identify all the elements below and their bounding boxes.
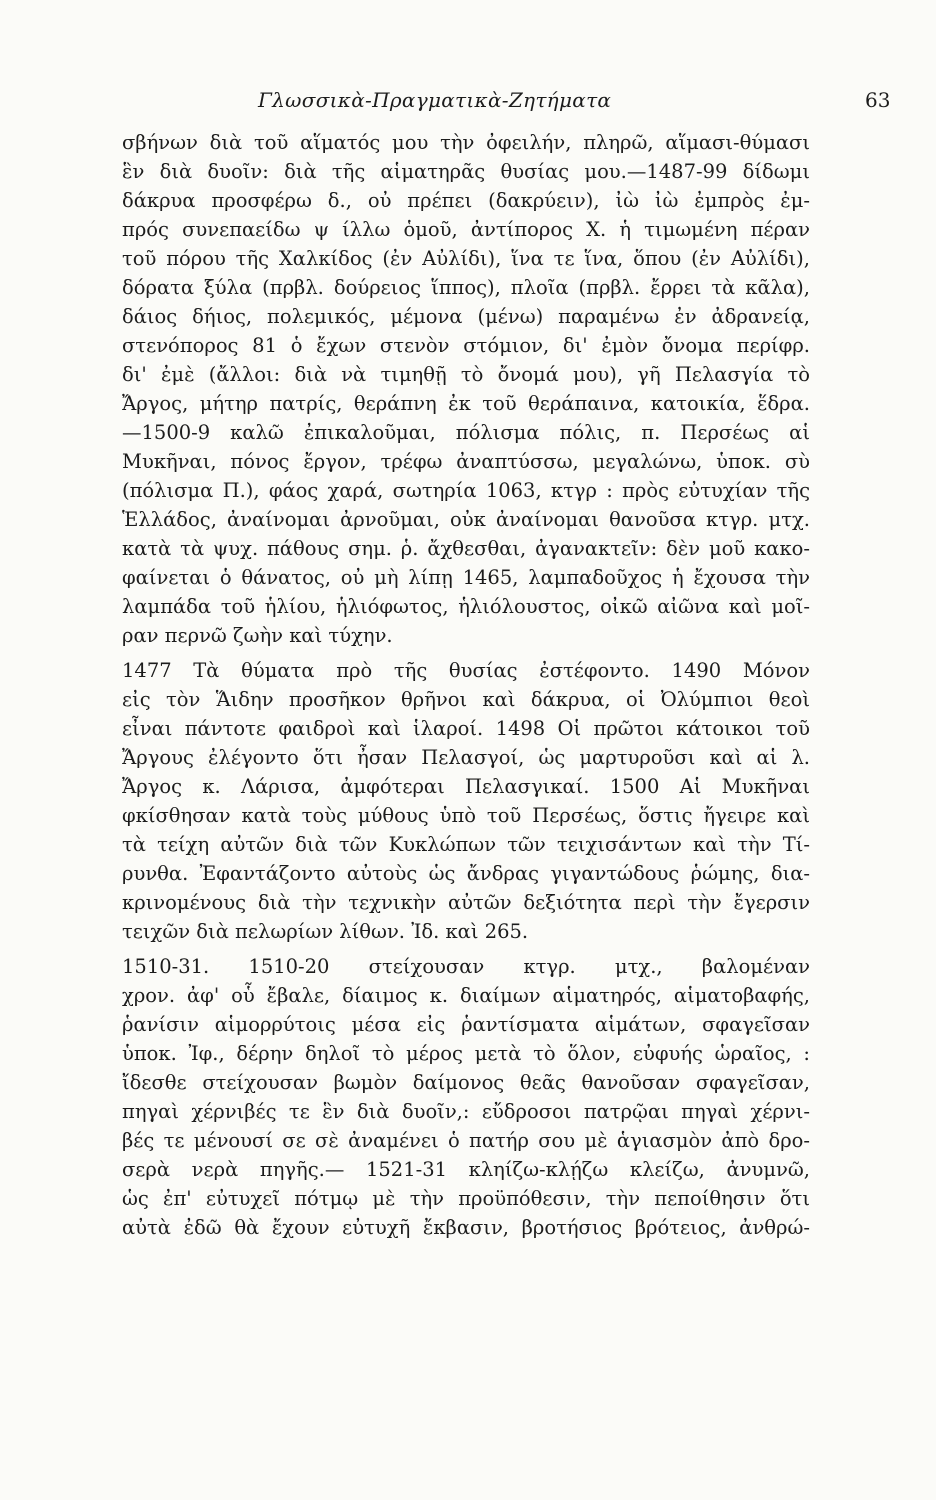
paragraph-commentary-1510 (122, 952, 810, 1242)
text-line: σβήνων διὰ τοῦ αἵματός μου τὴν ὀφειλήν, πληρῶ, αἵμασι-θύμασι (122, 131, 810, 154)
text-line: σερὰ νερὰ πηγῆς.— 1521-31 κληίζω-κλῄζω κλείζω, ἀνυμνῶ, (122, 1158, 810, 1181)
text-line: 1477 Τὰ θύματα πρὸ τῆς θυσίας ἐστέφοντο. 1490 Μόνον (122, 659, 810, 682)
text-line: βές τε μένουσί σε σὲ ἀναμένει ὁ πατήρ σου μὲ ἁγιασμὸν ἀπὸ δρο- (122, 1129, 810, 1152)
text-line: Ἑλλάδος, ἀναίνομαι ἀρνοῦμαι, οὐκ ἀναίνομαι θανοῦσα κτγρ. μτχ. (122, 508, 810, 531)
text-line: ῥανίσιν αἱμορρύτοις μέσα εἰς ῥαντίσματα αἱμάτων, σφαγεῖσαν (122, 1013, 810, 1036)
text-line: (πόλισμα Π.), φάος χαρά, σωτηρία 1063, κτγρ : πρὸς εὐτυχίαν τῆς (122, 479, 810, 502)
text-line: ἴδεσθε στείχουσαν βωμὸν δαίμονος θεᾶς θανοῦσαν σφαγεῖσαν, (122, 1071, 810, 1094)
text-line: πηγαὶ χέρνιβές τε ἓν διὰ δυοῖν,: εὔδροσοι πατρῷαι πηγαὶ χέρνι- (122, 1100, 810, 1123)
paragraph-notes-1477 (122, 656, 810, 946)
paragraph-commentary-1487 (122, 128, 810, 650)
text-line: εἶναι πάντοτε φαιδροὶ καὶ ἱλαροί. 1498 Οἱ πρῶτοι κάτοικοι τοῦ (122, 717, 810, 740)
text-line: τοῦ πόρου τῆς Χαλκίδος (ἐν Αὐλίδι), ἵνα τε ἵνα, ὅπου (ἐν Αὐλίδι), (122, 247, 810, 270)
text-line: τειχῶν διὰ πελωρίων λίθων. Ἰδ. καὶ 265. (122, 920, 529, 943)
text-line: Ἄργος, μήτηρ πατρίς, θεράπνη ἐκ τοῦ θεράπαινα, κατοικία, ἕδρα. (122, 392, 810, 415)
text-line: 1510-31. 1510-20 στείχουσαν κτγρ. μτχ., βαλομέναν (122, 955, 810, 978)
text-line: Ἄργος κ. Λάρισα, ἀμφότεραι Πελασγικαί. 1500 Αἱ Μυκῆναι (122, 775, 810, 798)
text-line: χρον. ἀφ' οὗ ἔβαλε, δίαιμος κ. διαίμων αἱματηρός, αἱματοβαφής, (122, 984, 810, 1007)
text-line: ἓν διὰ δυοῖν: διὰ τῆς αἱματηρᾶς θυσίας μου.—1487-99 δίδωμι (122, 160, 810, 183)
text-line: εἰς τὸν Ἅιδην προσῆκον θρῆνοι καὶ δάκρυα, οἱ Ὀλύμπιοι θεοὶ (122, 688, 810, 711)
text-line: κατὰ τὰ ψυχ. πάθους σημ. ῥ. ἄχθεσθαι, ἀγανακτεῖν: δὲν μοῦ κακο- (122, 537, 810, 560)
text-line: ρυνθα. Ἐφαντάζοντο αὐτοὺς ὡς ἄνδρας γιγαντώδους ῥώμης, δια- (122, 862, 810, 885)
text-line: αὐτὰ ἐδῶ θὰ ἔχουν εὐτυχῆ ἔκβασιν, βροτήσιος βρότειος, ἀνθρώ- (122, 1216, 810, 1239)
running-title: Γλωσσικὰ-Πραγματικὰ-Ζητήματα (258, 88, 612, 112)
text-line: λαμπάδα τοῦ ἡλίου, ἡλιόφωτος, ἡλιόλουστος, οἰκῶ αἰῶνα καὶ μοῖ- (122, 595, 810, 618)
text-line: κρινομένους διὰ τὴν τεχνικὴν αὐτῶν δεξιότητα περὶ τὴν ἔγερσιν (122, 891, 810, 914)
text-line: Μυκῆναι, πόνος ἔργον, τρέφω ἀναπτύσσω, μεγαλώνω, ὑποκ. σὺ (122, 450, 810, 473)
page-header (0, 88, 936, 118)
text-line: δάιος δήιος, πολεμικός, μέμονα (μένω) παραμένω ἐν ἀδρανείᾳ, (122, 305, 810, 328)
text-line: ὡς ἐπ' εὐτυχεῖ πότμῳ μὲ τὴν προϋπόθεσιν, τὴν πεποίθησιν ὅτι (122, 1187, 810, 1210)
text-line: δάκρυα προσφέρω δ., οὐ πρέπει (δακρύειν), ἰὼ ἰὼ ἐμπρὸς ἐμ- (122, 189, 810, 212)
text-line: δι' ἐμὲ (ἄλλοι: διὰ νὰ τιμηθῇ τὸ ὄνομά μου), γῆ Πελασγία τὸ (122, 363, 810, 386)
text-line: φκίσθησαν κατὰ τοὺς μύθους ὑπὸ τοῦ Περσέως, ὅστις ἤγειρε καὶ (122, 804, 810, 827)
text-line: ὑποκ. Ἰφ., δέρην δηλοῖ τὸ μέρος μετὰ τὸ ὅλον, εὐφυής ὡραῖος, : (122, 1042, 810, 1065)
body-text (122, 128, 810, 1242)
text-line: —1500-9 καλῶ ἐπικαλοῦμαι, πόλισμα πόλις, π. Περσέως αἱ (122, 421, 810, 444)
text-line: Ἄργους ἐλέγοντο ὅτι ἦσαν Πελασγοί, ὡς μαρτυροῦσι καὶ αἱ λ. (122, 746, 810, 769)
text-line: πρός συνεπαείδω ψ ίλλω ὁμοῦ, ἀντίπορος Χ. ἡ τιμωμένη πέραν (122, 218, 810, 241)
text-line: φαίνεται ὁ θάνατος, οὐ μὴ λίπῃ 1465, λαμπαδοῦχος ἡ ἔχουσα τὴν (122, 566, 810, 589)
text-line: στενόπορος 81 ὁ ἔχων στενὸν στόμιον, δι' ἐμὸν ὄνομα περίφρ. (122, 334, 810, 357)
text-line: τὰ τείχη αὐτῶν διὰ τῶν Κυκλώπων τῶν τειχισάντων καὶ τὴν Τί- (122, 833, 810, 856)
text-line: ραν περνῶ ζωὴν καὶ τύχην. (122, 624, 393, 647)
text-line: δόρατα ξύλα (πρβλ. δούρειος ἵππος), πλοῖα (πρβλ. ἔρρει τὰ κᾶλα), (122, 276, 810, 299)
page-number: 63 (865, 88, 891, 112)
